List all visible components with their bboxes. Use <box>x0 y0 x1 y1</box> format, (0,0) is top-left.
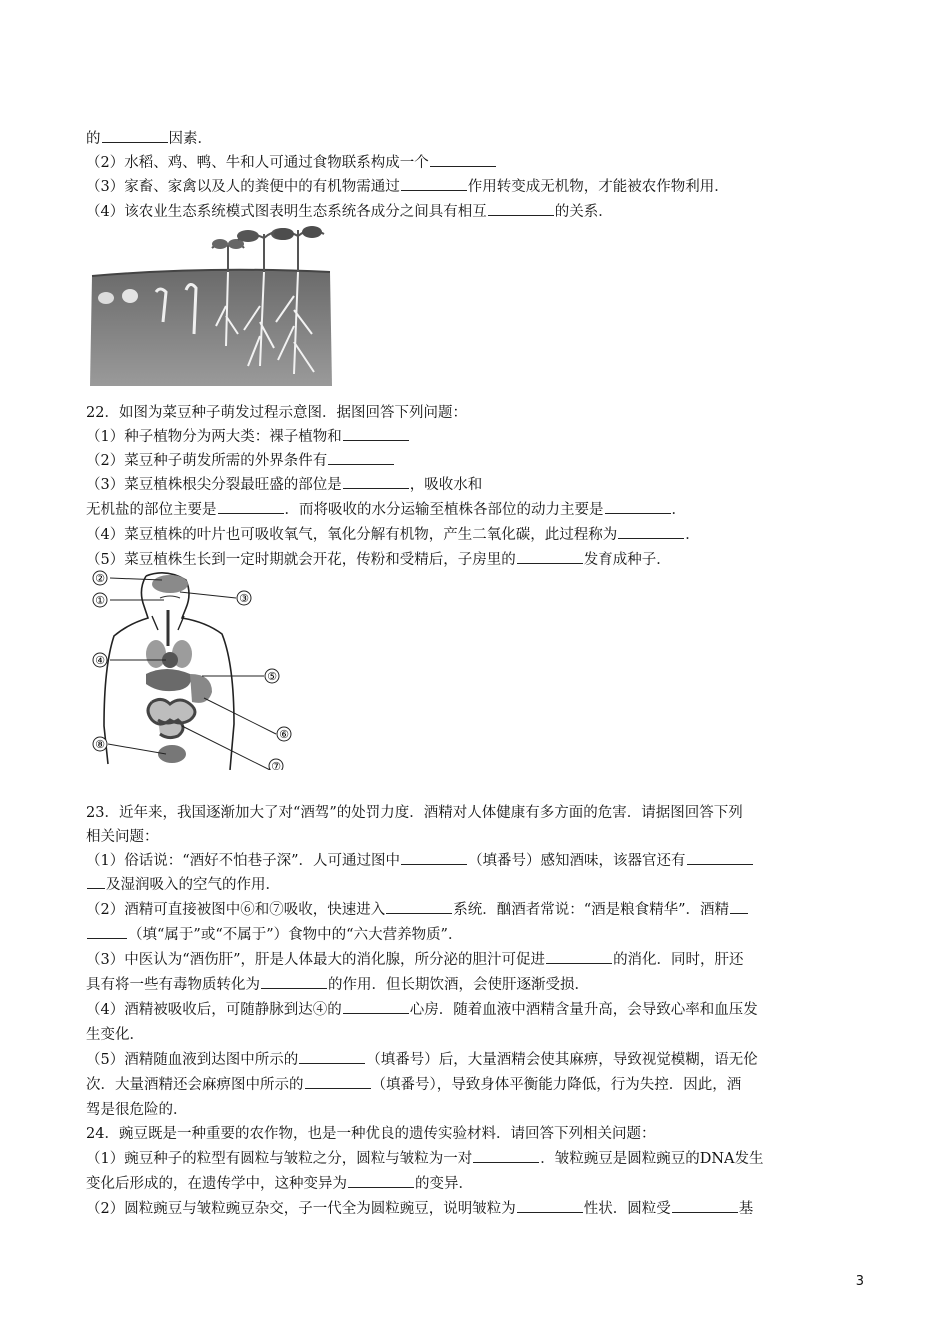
human-body-figure <box>86 570 300 770</box>
q21-cont-line <box>86 128 212 150</box>
text: 次．大量酒精还会麻痹图中所示的 <box>86 1077 304 1093</box>
q23-s5c-line: 驾是很危险的． <box>86 1102 188 1118</box>
answer-blank[interactable] <box>261 974 327 989</box>
q23-s3a-line <box>86 949 744 971</box>
text: （2）圆粒豌豆与皱粒豌豆杂交，子一代全为圆粒豌豆，说明皱粒为 <box>86 1201 516 1217</box>
text: （2）菜豆种子萌发所需的外界条件有 <box>86 453 328 469</box>
answer-blank[interactable] <box>328 450 394 465</box>
text: 具有将一些有毒物质转化为 <box>86 977 260 993</box>
q23-s4b-line: 生变化． <box>86 1027 144 1043</box>
answer-blank[interactable] <box>517 1198 583 1213</box>
text: （填番号）感知酒味，该器官还有 <box>468 853 686 869</box>
answer-blank[interactable] <box>517 549 583 564</box>
q23-s2b-line <box>86 924 462 946</box>
q24-s2a-line <box>86 1198 753 1220</box>
text: 的消化．同时，肝还 <box>613 952 744 968</box>
text: 系统．酗酒者常说：“酒是粮食精华”．酒精 <box>453 902 730 918</box>
answer-blank[interactable] <box>87 924 127 939</box>
q24-title: 24．豌豆既是一种重要的农作物，也是一种优良的遗传实验材料．请回答下列相关问题： <box>86 1126 656 1142</box>
text: （5）菜豆植株生长到一定时期就会开花，传粉和受精后，子房里的 <box>86 552 516 568</box>
answer-blank[interactable] <box>343 474 409 489</box>
text: ，吸收水和 <box>409 477 483 493</box>
text: （4）菜豆植株的叶片也可吸收氧气，氧化分解有机物，产生二氧化碳，此过程称为 <box>86 527 618 543</box>
text: （1）种子植物分为两大类：裸子植物和 <box>86 429 342 445</box>
text: （2）酒精可直接被图中⑥和⑦吸收，快速进入 <box>86 902 386 918</box>
text: ． <box>671 502 686 518</box>
q24-s1a-line <box>86 1148 764 1170</box>
text: （4）该农业生态系统模式图表明生态系统各成分之间具有相互 <box>86 204 487 220</box>
q22-s2-line <box>86 450 395 472</box>
text: 因素． <box>168 131 212 147</box>
page-number: 3 <box>855 1274 864 1289</box>
text: 发育成种子． <box>583 552 671 568</box>
text: （3）中医认为“酒伤肝”，肝是人体最大的消化腺，所分泌的胆汁可促进 <box>86 952 546 968</box>
text: 性状．圆粒受 <box>583 1201 671 1217</box>
figure-label: ⑦ <box>271 760 281 770</box>
text: （1）俗话说：“酒好不怕巷子深”．人可通过图中 <box>86 853 401 869</box>
q23-s3b-line <box>86 974 589 996</box>
q22-s3-line <box>86 474 482 496</box>
q22-s1-line <box>86 426 410 448</box>
q22-s5-line <box>86 549 671 571</box>
text: 及湿润吸入的空气的作用． <box>106 877 280 893</box>
q23-title-1: 23．近年来，我国逐渐加大了对“酒驾”的处罚力度．酒精对人体健康有多方面的危害．请据图回答下列 <box>86 805 743 821</box>
text: 心房．随着血液中酒精含量升高，会导致心率和血压发 <box>409 1002 758 1018</box>
q21-s2-line <box>86 152 497 174</box>
q21-s4-line <box>86 201 613 223</box>
answer-blank[interactable] <box>401 176 467 191</box>
figure-label: ⑥ <box>279 728 289 741</box>
text: 的 <box>86 131 101 147</box>
text: ．而将吸收的水分运输至植株各部位的动力主要是 <box>284 502 604 518</box>
answer-blank[interactable] <box>343 426 409 441</box>
text: （1）豌豆种子的粒型有圆粒与皱粒之分，圆粒与皱粒为一对 <box>86 1151 473 1167</box>
figure-label: ⑧ <box>95 738 105 751</box>
q22-title: 22．如图为菜豆种子萌发过程示意图．据图回答下列问题： <box>86 405 467 421</box>
answer-blank[interactable] <box>87 874 105 889</box>
answer-blank[interactable] <box>546 949 612 964</box>
answer-blank[interactable] <box>488 201 554 216</box>
q23-s1b-line <box>86 874 280 896</box>
q21-s3-line <box>86 176 729 198</box>
text: （填番号）后，大量酒精会使其麻痹，导致视觉模糊，语无伦 <box>366 1052 758 1068</box>
text: 的关系． <box>554 204 613 220</box>
text: 变化后形成的，在遗传学中，这种变异为 <box>86 1176 347 1192</box>
q22-s4-line <box>86 524 700 546</box>
answer-blank[interactable] <box>473 1148 539 1163</box>
answer-blank[interactable] <box>102 128 168 143</box>
q23-title-2: 相关问题： <box>86 829 159 845</box>
text: 基 <box>738 1201 754 1217</box>
figure-label: ③ <box>239 592 249 605</box>
figure-label: ① <box>95 594 105 607</box>
answer-blank[interactable] <box>218 499 284 514</box>
answer-blank[interactable] <box>299 1049 365 1064</box>
text: （5）酒精随血液到达图中所示的 <box>86 1052 299 1068</box>
text: ．皱粒豌豆是圆粒豌豆的DNA发生 <box>540 1151 764 1167</box>
answer-blank[interactable] <box>386 899 452 914</box>
answer-blank[interactable] <box>430 152 496 167</box>
seed-germination-figure <box>88 226 334 388</box>
text: （填“属于”或“不属于”）食物中的“六大营养物质”． <box>128 927 463 943</box>
text: 的变异． <box>415 1176 473 1192</box>
text: （2）水稻、鸡、鸭、牛和人可通过食物联系构成一个 <box>86 155 429 171</box>
figure-label: ⑤ <box>267 670 277 683</box>
answer-blank[interactable] <box>401 850 467 865</box>
text: （3）家畜、家禽以及人的粪便中的有机物需通过 <box>86 179 400 195</box>
q22-s3b-line <box>86 499 686 521</box>
text: 的作用．但长期饮酒，会使肝逐渐受损． <box>328 977 589 993</box>
q23-s4a-line <box>86 999 758 1021</box>
answer-blank[interactable] <box>305 1074 371 1089</box>
answer-blank[interactable] <box>605 499 671 514</box>
answer-blank[interactable] <box>618 524 684 539</box>
answer-blank[interactable] <box>672 1198 738 1213</box>
q23-s5b-line <box>86 1074 741 1096</box>
text: 无机盐的部位主要是 <box>86 502 217 518</box>
q23-s1a-line <box>86 850 754 872</box>
text: （3）菜豆植株根尖分裂最旺盛的部位是 <box>86 477 342 493</box>
text: 作用转变成无机物，才能被农作物利用． <box>467 179 729 195</box>
answer-blank[interactable] <box>348 1173 414 1188</box>
answer-blank[interactable] <box>687 850 753 865</box>
q23-s5a-line <box>86 1049 758 1071</box>
q23-s2a-line <box>86 899 749 921</box>
answer-blank[interactable] <box>730 899 748 914</box>
q24-s1b-line <box>86 1173 473 1195</box>
text: （4）酒精被吸收后，可随静脉到达④的 <box>86 1002 342 1018</box>
figure-label: ② <box>95 572 105 585</box>
answer-blank[interactable] <box>343 999 409 1014</box>
figure-label: ④ <box>95 654 105 667</box>
text: （填番号），导致身体平衡能力降低，行为失控．因此，酒 <box>371 1077 742 1093</box>
text: ． <box>685 527 700 543</box>
